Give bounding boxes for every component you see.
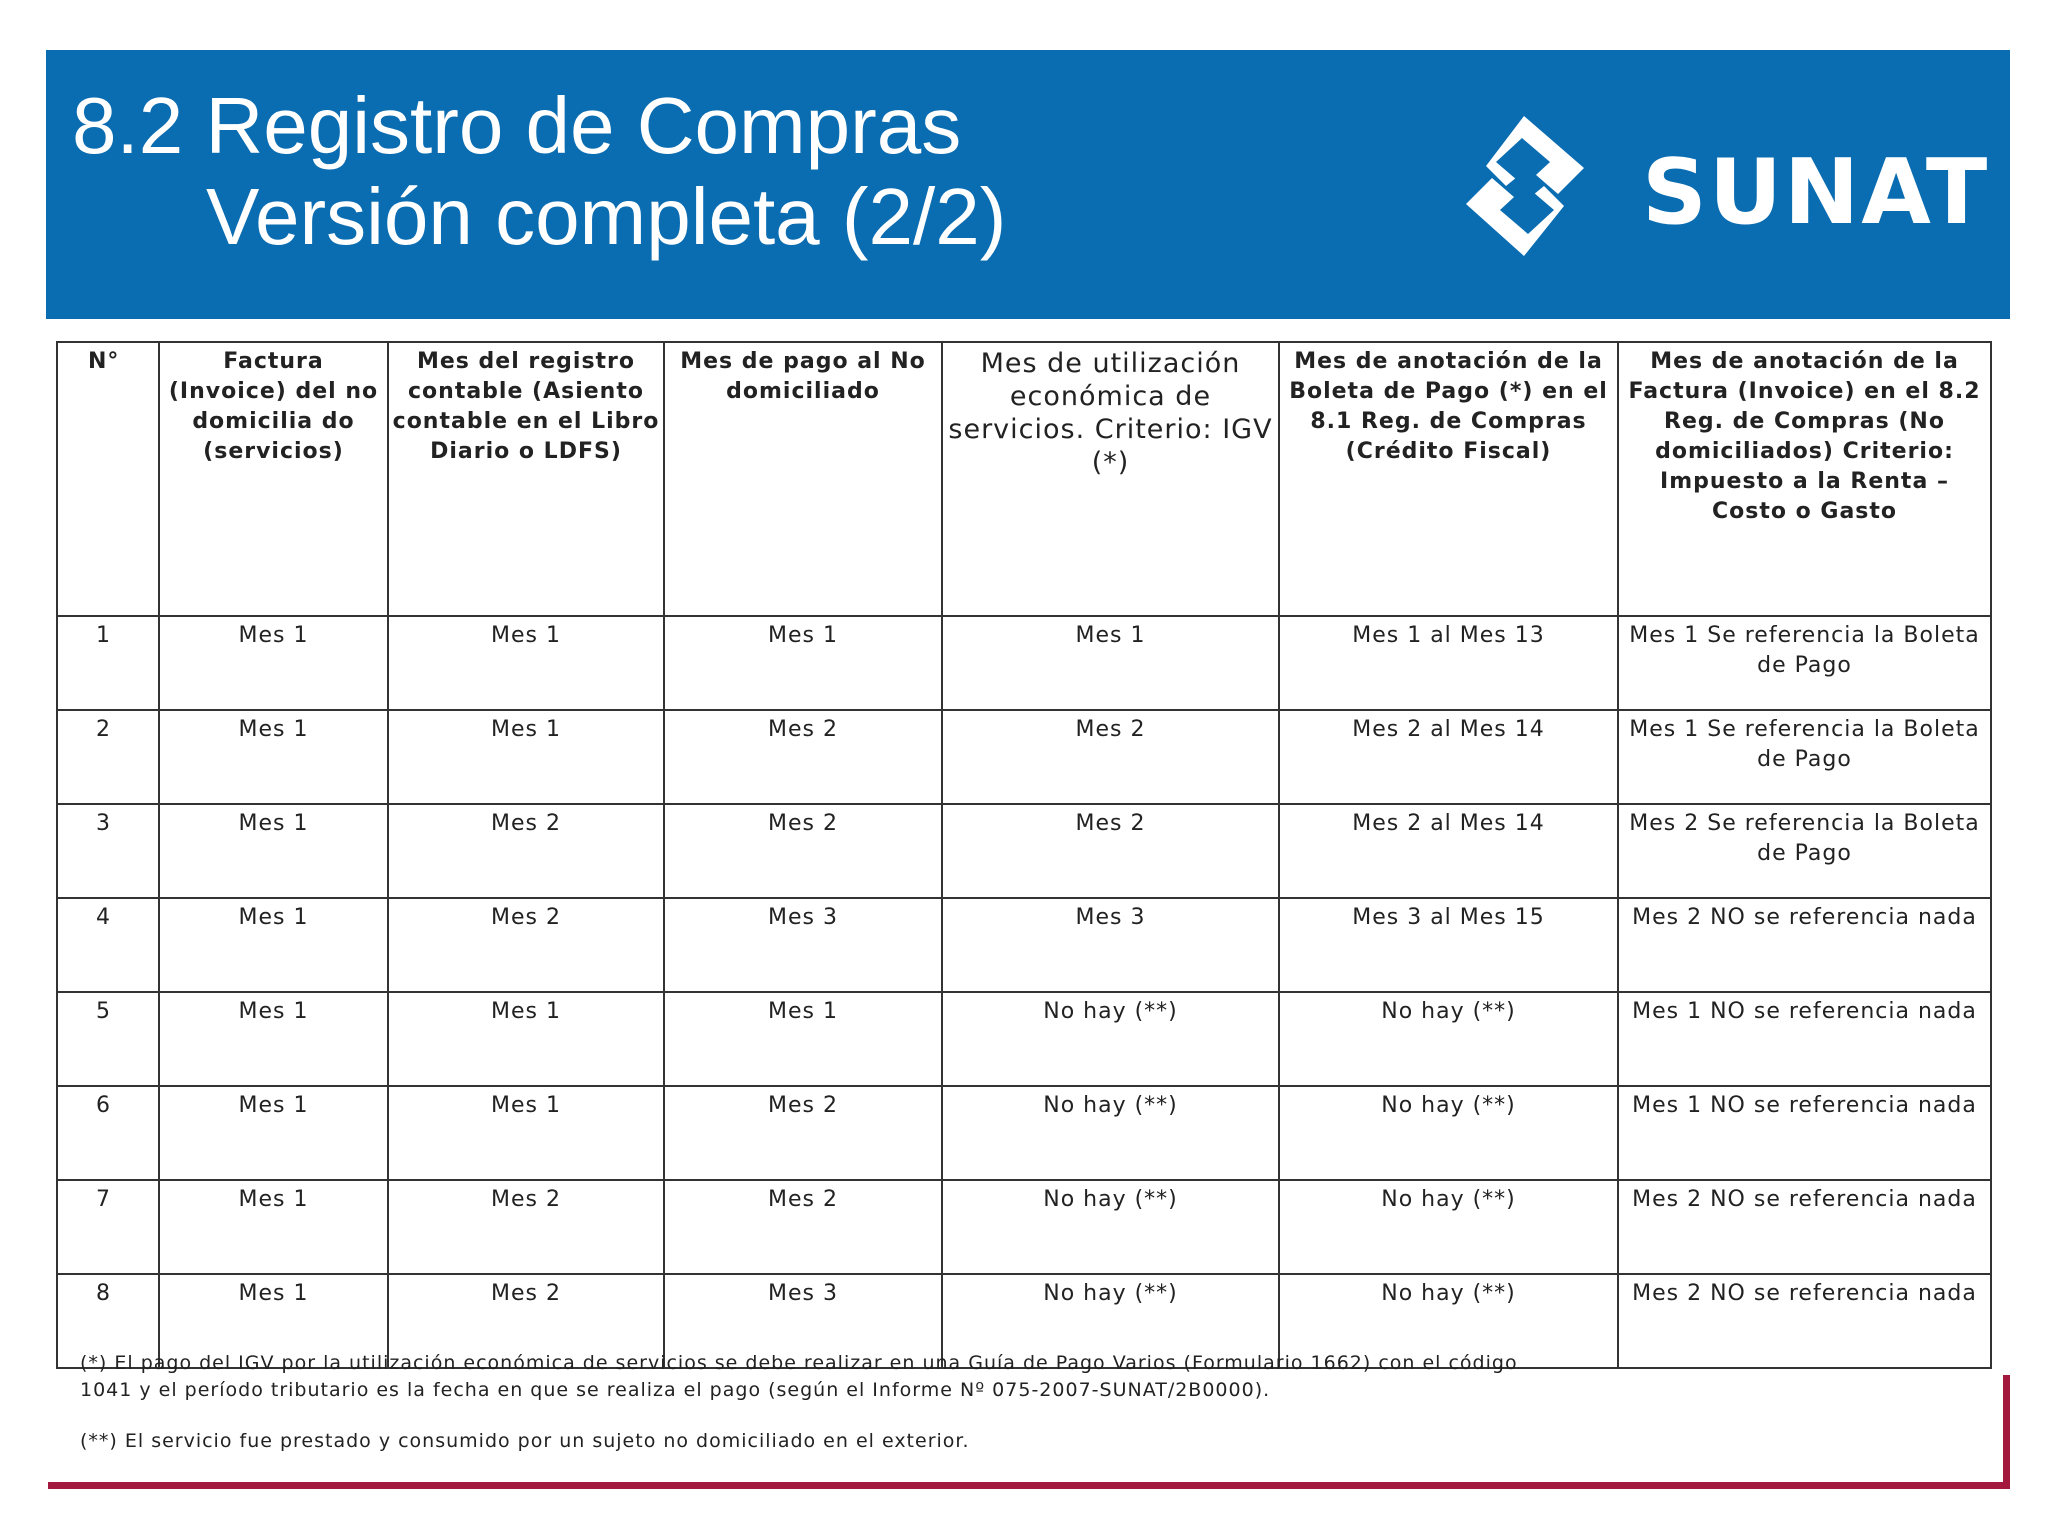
page-subtitle: Versión completa (2/2) [206, 172, 1007, 261]
cell-mes-pago: Mes 2 [664, 1180, 942, 1274]
cell-mes-utilizacion: Mes 1 [942, 616, 1279, 710]
header-mes-pago: Mes de pago al No domiciliado [664, 342, 942, 616]
cell-factura: Mes 1 [159, 710, 388, 804]
cell-mes-boleta: Mes 3 al Mes 15 [1279, 898, 1618, 992]
cell-numero: 6 [57, 1086, 159, 1180]
cell-mes-registro: Mes 1 [388, 1086, 664, 1180]
cell-mes-boleta: No hay (**) [1279, 992, 1618, 1086]
cell-mes-boleta: No hay (**) [1279, 1086, 1618, 1180]
header-mes-factura: Mes de anotación de la Factura (Invoice) en el 8.2 Reg. de Compras (No domiciliados) Criterio: Impuesto a la Renta – Costo o Gasto [1618, 342, 1991, 616]
header-factura: Factura (Invoice) del no domicilia do (servicios) [159, 342, 388, 616]
cell-factura: Mes 1 [159, 1274, 388, 1368]
cell-mes-factura: Mes 2 NO se referencia nada [1618, 898, 1991, 992]
table-row [57, 804, 1991, 898]
cell-mes-factura: Mes 2 NO se referencia nada [1618, 1180, 1991, 1274]
cell-mes-registro: Mes 2 [388, 1274, 664, 1368]
cell-factura: Mes 1 [159, 1180, 388, 1274]
header-numero: N° [57, 342, 159, 616]
cell-mes-factura: Mes 1 NO se referencia nada [1618, 1086, 1991, 1180]
table-row [57, 616, 1991, 710]
sunat-diamond-icon [1466, 116, 1636, 256]
cell-mes-pago: Mes 2 [664, 710, 942, 804]
cell-factura: Mes 1 [159, 992, 388, 1086]
cell-mes-boleta: Mes 1 al Mes 13 [1279, 616, 1618, 710]
cell-mes-utilizacion: No hay (**) [942, 1180, 1279, 1274]
cell-mes-registro: Mes 2 [388, 898, 664, 992]
cell-mes-registro: Mes 2 [388, 804, 664, 898]
cell-numero: 1 [57, 616, 159, 710]
footnote-igv-line2: 1041 y el período tributario es la fecha en que se realiza el pago (según el Informe Nº 075-2007-SUNAT/2B0000). [80, 1379, 1271, 1401]
cell-numero: 7 [57, 1180, 159, 1274]
cell-mes-registro: Mes 2 [388, 1180, 664, 1274]
cell-mes-utilizacion: No hay (**) [942, 992, 1279, 1086]
cell-mes-factura: Mes 1 Se referencia la Boleta de Pago [1618, 710, 1991, 804]
cell-mes-registro: Mes 1 [388, 992, 664, 1086]
cell-mes-pago: Mes 1 [664, 992, 942, 1086]
cell-mes-factura: Mes 2 NO se referencia nada [1618, 1274, 1991, 1368]
cell-mes-pago: Mes 3 [664, 1274, 942, 1368]
footnote-servicio: (**) El servicio fue prestado y consumido por un sujeto no domiciliado en el exterior. [80, 1430, 970, 1452]
footnote-igv-line1: (*) El pago del IGV por la utilización económica de servicios se debe realizar en una Guía de Pago Varios (Formulario 1662) con el código [80, 1352, 1518, 1374]
header-mes-registro: Mes del registro contable (Asiento contable en el Libro Diario o LDFS) [388, 342, 664, 616]
cell-mes-pago: Mes 1 [664, 616, 942, 710]
page-title: 8.2 Registro de Compras [72, 81, 962, 170]
cell-mes-utilizacion: No hay (**) [942, 1274, 1279, 1368]
header-mes-utilizacion: Mes de utilización económica de servicios. Criterio: IGV (*) [942, 342, 1279, 616]
cell-factura: Mes 1 [159, 616, 388, 710]
cell-mes-boleta: No hay (**) [1279, 1180, 1618, 1274]
cell-mes-utilizacion: No hay (**) [942, 1086, 1279, 1180]
cell-mes-boleta: No hay (**) [1279, 1274, 1618, 1368]
cell-mes-factura: Mes 1 Se referencia la Boleta de Pago [1618, 616, 1991, 710]
cell-mes-boleta: Mes 2 al Mes 14 [1279, 804, 1618, 898]
table-row [57, 1180, 1991, 1274]
table-header-row [57, 342, 1991, 616]
cell-mes-pago: Mes 3 [664, 898, 942, 992]
table-row [57, 1086, 1991, 1180]
cell-mes-utilizacion: Mes 2 [942, 804, 1279, 898]
cell-mes-factura: Mes 2 Se referencia la Boleta de Pago [1618, 804, 1991, 898]
cell-mes-boleta: Mes 2 al Mes 14 [1279, 710, 1618, 804]
cell-numero: 8 [57, 1274, 159, 1368]
header-mes-boleta: Mes de anotación de la Boleta de Pago (*) en el 8.1 Reg. de Compras (Crédito Fiscal) [1279, 342, 1618, 616]
cell-mes-factura: Mes 1 NO se referencia nada [1618, 992, 1991, 1086]
cell-mes-pago: Mes 2 [664, 1086, 942, 1180]
sunat-logo [1466, 116, 1990, 256]
cell-mes-registro: Mes 1 [388, 616, 664, 710]
table-row [57, 992, 1991, 1086]
cell-factura: Mes 1 [159, 1086, 388, 1180]
table-row [57, 710, 1991, 804]
footnotes [80, 1350, 2000, 1455]
logo-text: SUNAT [1642, 140, 1990, 245]
bottom-accent-line [48, 1482, 2010, 1489]
cell-factura: Mes 1 [159, 804, 388, 898]
cell-factura: Mes 1 [159, 898, 388, 992]
cell-numero: 3 [57, 804, 159, 898]
side-accent-line [2003, 1375, 2010, 1489]
cell-mes-utilizacion: Mes 2 [942, 710, 1279, 804]
table-row [57, 898, 1991, 992]
cell-numero: 4 [57, 898, 159, 992]
cell-mes-utilizacion: Mes 3 [942, 898, 1279, 992]
cell-mes-pago: Mes 2 [664, 804, 942, 898]
registro-compras-table [56, 341, 1992, 1369]
cell-numero: 2 [57, 710, 159, 804]
title-banner [46, 50, 2010, 319]
cell-mes-registro: Mes 1 [388, 710, 664, 804]
cell-numero: 5 [57, 992, 159, 1086]
